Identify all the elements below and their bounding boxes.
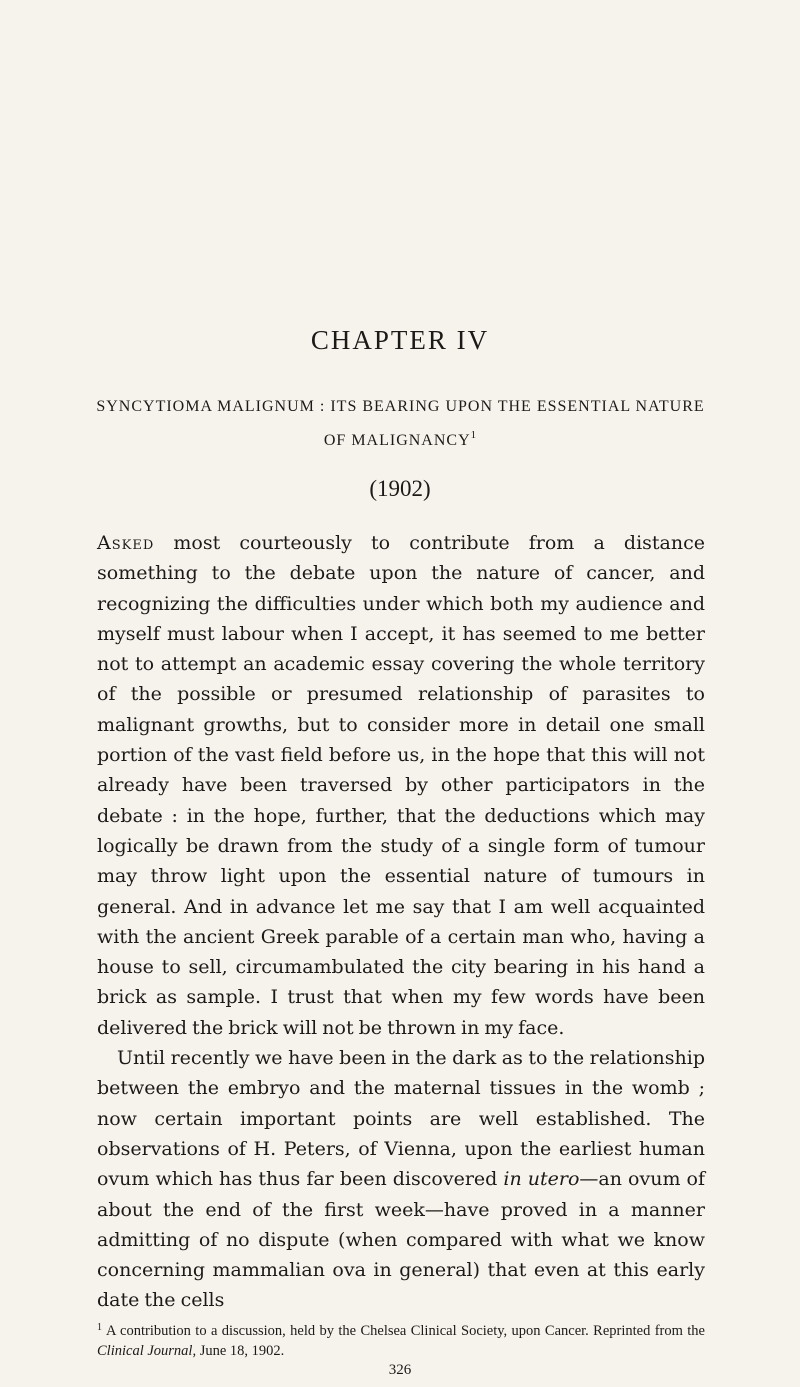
paragraph-1-text: most courteously to contribute from a distance something to the debate upon the nature of cancer, and recognizing the difficulties under which both my audience and myself must labour when I accept, it has seemed to me better not to attempt an academic essay covering the whole territory of the possible or presumed relationship of parasites to malignant growths, but to consider more in detail one small portion of the vast field before us, in the hope that this will not already have been traversed by other participators in the debate : in the hope, further, that the deductions which may logically be drawn from the study of a single form of tumour may throw light upon the essential nature of tumours in general. And in advance let me say that I am well acquainted with the ancient Greek parable of a certain man who, having a house to sell, circumambulated the city bearing in his hand a brick as sample. I trust that when my few words have been delivered the brick will not be thrown in my face. bbox=[97, 532, 705, 1039]
subtitle-text: SYNCYTIOMA MALIGNUM : ITS BEARING UPON THE ESSENTIAL NATURE OF MALIGNANCY bbox=[96, 398, 705, 449]
paragraph-2 bbox=[97, 1043, 705, 1316]
footnote bbox=[97, 1318, 705, 1361]
footnote-text-a: A contribution to a discussion, held by the Chelsea Clinical Society, upon Cancer. Reprinted from the bbox=[106, 1323, 705, 1339]
footnote-marker: 1 bbox=[97, 1322, 102, 1333]
chapter-year: (1902) bbox=[369, 476, 431, 501]
footnote-text-b: June 18, 1902. bbox=[196, 1343, 285, 1359]
chapter-subtitle bbox=[88, 392, 713, 455]
body-text bbox=[97, 528, 705, 1316]
page-number: 326 bbox=[388, 1362, 412, 1378]
paragraph-2-text-b: —an ovum of about the end of the first week—have proved in a manner admitting of no dispute (when compared with what we know concerning mammalian ova in general) that even at this early date the cells bbox=[97, 1168, 705, 1312]
footnote-ref: 1 bbox=[470, 429, 478, 441]
paragraph-lead-word: Asked bbox=[97, 532, 155, 554]
paragraph-2-italic: in utero bbox=[503, 1168, 580, 1191]
paragraph-1 bbox=[97, 528, 705, 1043]
paragraph-2-text-a: Until recently we have been in the dark as to the relationship between the embryo and the maternal tissues in the womb ; now certain important points are well established. The observations of H. Peters, of Vienna, upon the earliest human ovum which has thus far been discovered bbox=[97, 1047, 705, 1191]
footnote-italic: Clinical Journal, bbox=[97, 1343, 197, 1359]
chapter-title: CHAPTER IV bbox=[310, 325, 490, 355]
